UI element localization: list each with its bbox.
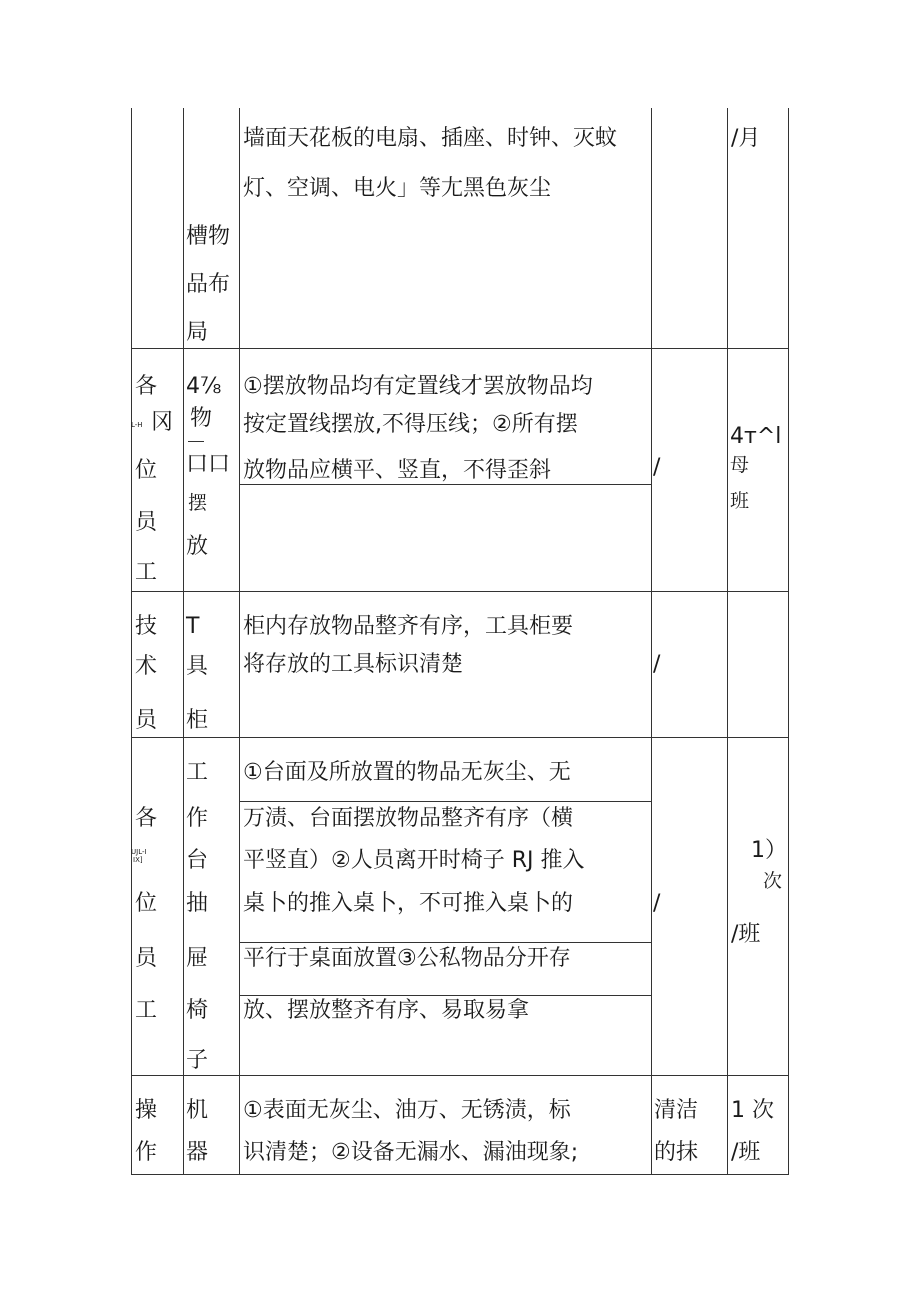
position-line: 冈 [151,410,174,435]
position-small-text: IX] [133,856,143,864]
method-line: 清洁 [654,1098,699,1123]
content-subdivider [239,995,651,996]
item-cell-line: 4⅞ [186,374,222,399]
content-line: 平行于桌面放置③公私物品分开存 [243,946,571,971]
frequency-line: 母 [730,454,750,476]
frequency-line: 1） [751,838,787,863]
item-cell-line: 机 [186,1098,209,1123]
position-line: 技 [135,614,158,639]
content-line: 墙面天花板的电扇、插座、时钟、灭蚊 [243,126,618,151]
position-line: 作 [135,1140,158,1165]
item-cell-line: 摆 [188,492,208,514]
content-line: 桌卜的推入桌卜，不可推入桌卜的 [243,891,574,916]
position-line: 各 [135,806,158,831]
table-border-bottom [131,1174,789,1175]
item-cell-line: 器 [186,1140,209,1165]
position-line: 工 [135,560,158,585]
content-subdivider [239,942,651,943]
item-cell-line: 局 [186,320,209,345]
row-divider [131,348,789,349]
underscore-mark [188,441,204,442]
content-line: ①台面及所放置的物品无灰尘、无 [243,760,571,785]
content-line: 放物品应横平、竖直，不得歪斜 [243,458,552,483]
item-cell-line: 口口 [186,452,231,477]
content-subdivider [239,484,651,485]
content-line: 万渍、台面摆放物品整齐有序（横 [243,806,574,831]
content-line: ①表面无灰尘、油万、无锈渍，标 [243,1098,571,1123]
item-cell-line: 子 [186,1048,209,1073]
row-divider [131,591,789,592]
method-value: / [653,455,661,480]
method-value: / [653,891,661,916]
content-line: ①摆放物品均有定置线才罢放物品均 [243,374,593,399]
position-line: 位 [135,891,158,916]
content-line: 平竖直）②人员离开时椅子 RJ 推入 [243,848,585,873]
item-cell-line: 屉 [186,946,209,971]
table-border-right [788,108,789,1175]
column-divider [727,108,728,1175]
position-line: 术 [135,654,158,679]
frequency-line: 4т^l [730,424,782,449]
item-cell-line: 柜 [186,708,209,733]
row-divider [131,1075,789,1076]
item-cell-line: 放 [186,534,209,559]
row-divider [131,737,789,738]
content-subdivider [239,801,651,802]
position-line: 各 [135,374,158,399]
frequency-line: /月 [731,126,761,151]
frequency-line: 次 [763,870,783,892]
position-small-text: UJL-I [131,848,147,856]
content-line: 识清楚；②设备无漏水、漏油现象; [243,1140,579,1165]
column-divider [183,108,184,1175]
content-line: 将存放的工具标识清楚 [243,652,464,677]
item-cell-line: 作 [186,806,209,831]
position-line: 员 [135,510,158,535]
frequency-line: /班 [731,1140,761,1165]
position-small-text: L-H [131,421,143,429]
frequency-line: 1 次 [731,1098,774,1123]
item-cell-line: 品布 [186,272,231,297]
item-cell-line: 物 [190,406,213,431]
column-divider [651,108,652,1175]
column-divider [239,108,240,1175]
position-line: 员 [135,946,158,971]
position-line: 操 [135,1098,158,1123]
content-line: 放、摆放整齐有序、易取易拿 [243,998,530,1023]
item-cell-line: T [186,614,200,639]
table-border-left [131,108,132,1175]
frequency-line: /班 [731,922,761,947]
frequency-line: 班 [730,490,750,512]
method-value: / [653,652,661,677]
content-line: 灯、空调、电火」等尢黑色灰尘 [243,176,552,201]
item-cell-line: 槽物 [186,224,231,249]
item-cell-line: 工 [186,760,209,785]
item-cell-line: 具 [186,654,209,679]
position-line: 员 [135,708,158,733]
position-line: 工 [135,998,158,1023]
item-cell-line: 抽 [186,891,209,916]
item-cell-line: 椅 [186,998,209,1023]
item-cell-line: 台 [186,848,209,873]
content-line: 柜内存放物品整齐有序，工具柜要 [243,614,574,639]
position-line: 位 [135,458,158,483]
method-line: 的抹 [654,1140,699,1165]
content-line: 按定置线摆放,不得压线；②所有摆 [243,412,578,437]
